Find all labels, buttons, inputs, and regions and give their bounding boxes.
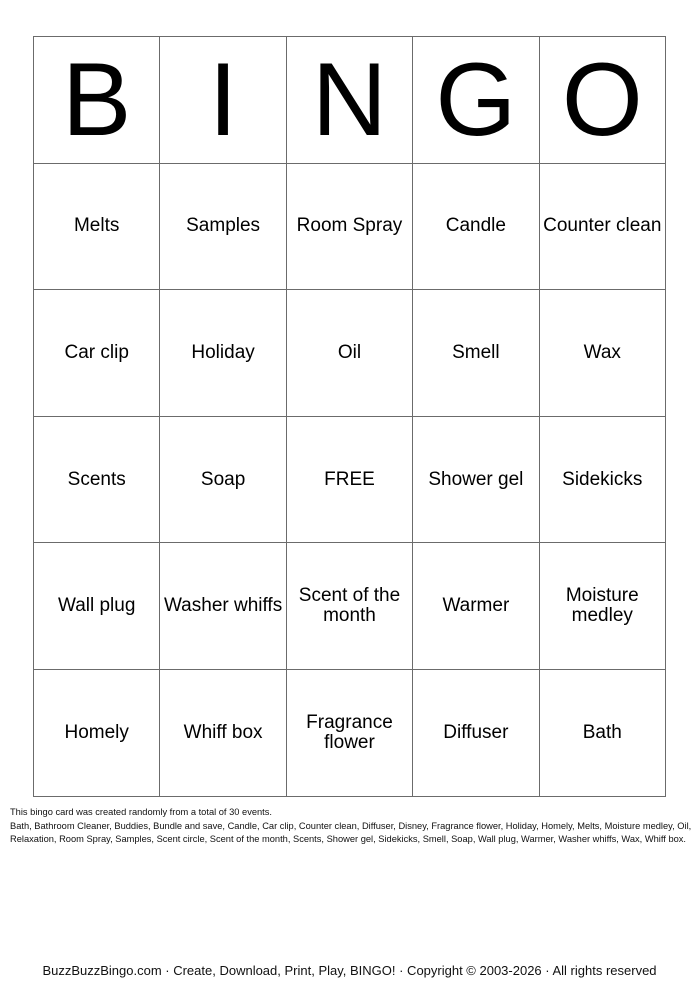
bingo-cell: Holiday	[160, 290, 286, 417]
bingo-cell: Diffuser	[413, 669, 539, 796]
bingo-cell: Wall plug	[34, 543, 160, 670]
bingo-cell: Moisture medley	[539, 543, 665, 670]
bingo-cell: Counter clean	[539, 163, 665, 290]
bingo-cell: Homely	[34, 669, 160, 796]
bingo-card	[33, 36, 666, 797]
bingo-cell: Samples	[160, 163, 286, 290]
bingo-cell: Whiff box	[160, 669, 286, 796]
bingo-cell: Candle	[413, 163, 539, 290]
card-row	[34, 416, 666, 543]
bingo-cell: Scents	[34, 416, 160, 543]
bingo-cell: Room Spray	[286, 163, 412, 290]
card-notes	[10, 806, 695, 847]
bingo-cell: Smell	[413, 290, 539, 417]
bingo-cell: Sidekicks	[539, 416, 665, 543]
header-letter-n: N	[286, 37, 412, 164]
card-row	[34, 163, 666, 290]
bingo-cell: Wax	[539, 290, 665, 417]
bingo-cell: Oil	[286, 290, 412, 417]
header-letter-b: B	[34, 37, 160, 164]
bingo-cell: Shower gel	[413, 416, 539, 543]
free-space-cell: FREE	[286, 416, 412, 543]
card-row	[34, 290, 666, 417]
bingo-cell: Warmer	[413, 543, 539, 670]
card-row	[34, 543, 666, 670]
bingo-cell: Scent of the month	[286, 543, 412, 670]
page-footer: BuzzBuzzBingo.com · Create, Download, Print, Play, BINGO! · Copyright © 2003-2026 · All rights reserved	[42, 963, 657, 978]
card-row	[34, 669, 666, 796]
notes-event-list: Bath, Bathroom Cleaner, Buddies, Bundle and save, Candle, Car clip, Counter clean, Diffuser, Disney, Fragrance flower, Holiday, Homely, Melts, Moisture medley, Oil, Relaxation, Room Spray, Samples, Scent circle, Scent of the month, Scents, Shower gel, Sidekicks, Smell, Soap, Wall plug, Warmer, Washer whiffs, Wax, Whiff box.	[10, 820, 692, 844]
bingo-cell: Car clip	[34, 290, 160, 417]
bingo-cell: Bath	[539, 669, 665, 796]
notes-summary: This bingo card was created randomly from a total of 30 events.	[10, 807, 272, 817]
bingo-cell: Melts	[34, 163, 160, 290]
header-letter-o: O	[539, 37, 665, 164]
header-row	[34, 37, 666, 164]
header-letter-g: G	[413, 37, 539, 164]
bingo-cell: Soap	[160, 416, 286, 543]
header-letter-i: I	[160, 37, 286, 164]
bingo-cell: Washer whiffs	[160, 543, 286, 670]
bingo-cell: Fragrance flower	[286, 669, 412, 796]
